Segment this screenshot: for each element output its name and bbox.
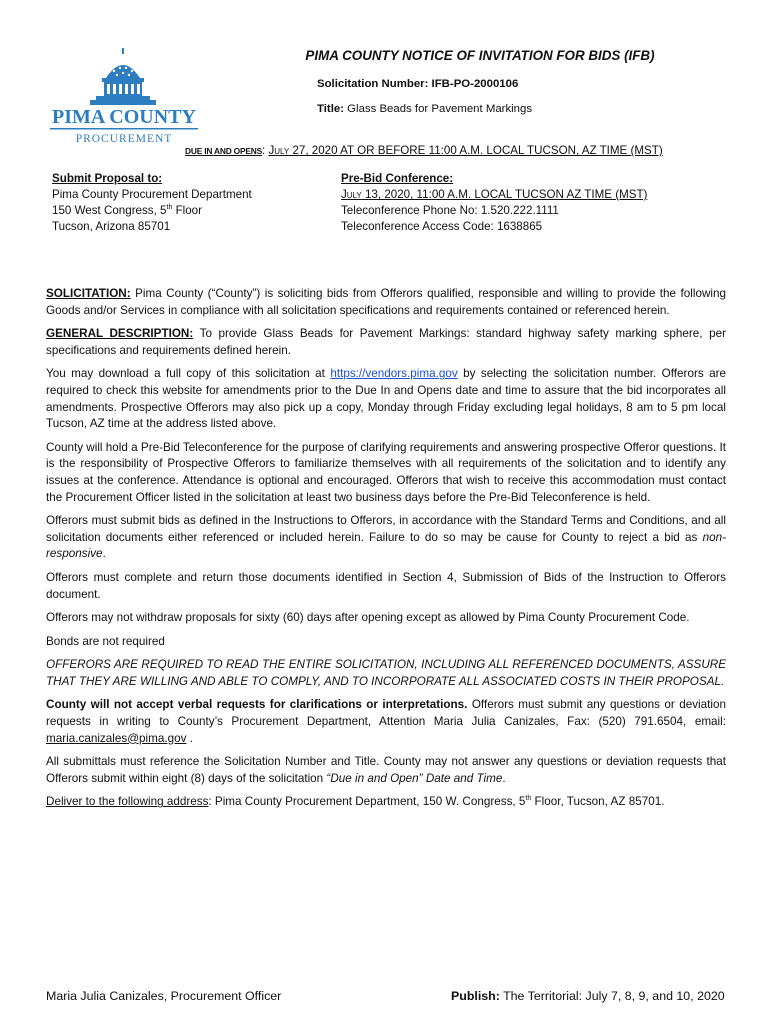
notice-title: PIMA COUNTY NOTICE OF INVITATION FOR BIDS (IFB) [305,48,655,63]
prebid-date: July 13, 2020, 11:00 A.M. LOCAL TUCSON AZ TIME (MST) [341,188,648,201]
title-line [317,103,532,115]
publish-info: Publish: The Territorial: July 7, 8, 9, and 10, 2020 [451,989,725,1003]
submit-line-1: Pima County Procurement Department [52,188,252,201]
offerors-required-paragraph: OFFERORS ARE REQUIRED TO READ THE ENTIRE SOLICITATION, INCLUDING ALL REFERENCED DOCUMENTS, ASSURE THAT THEY ARE WILLING AND ABLE TO COMPLY, AND TO INCORPORATE ALL ASSOCIATED COSTS IN THEIR PROPOSAL. [46,658,726,688]
solicitation-number: IFB-PO-2000106 [431,78,519,90]
submit-heading: Submit Proposal to: [52,172,163,185]
submittals-paragraph: All submittals must reference the Solicitation Number and Title. County may not answer any questions or deviation requests that Offerors submit within eight (8) days of the solicitation “Due in and Open” Date and Time. [46,755,726,785]
vendors-link[interactable]: https://vendors.pima.gov [330,367,458,381]
general-description-paragraph: GENERAL DESCRIPTION: To provide Glass Beads for Pavement Markings: standard highway safety marking sphere, per specifications and requirements defined herein. [46,327,726,357]
title-label: Title: [317,103,345,115]
logo-name: PIMA COUNTY [52,106,196,128]
download-paragraph: You may download a full copy of this solicitation at https://vendors.pima.gov by selecting the solicitation number. Offerors are required to check this website for amendments prior to the Due In and Opens date and time to assure that the bid incorporates all amendments. Prospective Offerors may also pick up a copy, Monday through Friday excluding legal holidays, 8 am to 5 pm local Tucson, AZ time at the address listed above. [46,367,726,431]
procurement-officer: Maria Julia Canizales, Procurement Officer [46,989,282,1003]
prebid-paragraph: County will hold a Pre-Bid Teleconference for the purpose of clarifying requirements and answering prospective Offeror questions. It is the responsibility of Prospective Offerors to familiarize themselves with all requirements of the solicitation and to identify any issues at the conference. Attendance is optional and encouraged. Offerors that wish to receive this accommodation must contact the Procurement Officer listed in the solicitation at least two business days before the Pre-Bid Teleconference is held. [46,440,726,504]
body-text [46,286,726,818]
due-separator: : [262,144,269,157]
verbal-requests-paragraph: County will not accept verbal requests for clarifications or interpretations. Offerors must submit any questions or deviation requests in writing to County’s Procurement Department, Attention Maria Julia Canizales, Fax: (520) 791.6504, email: maria.canizales@pima.gov . [46,698,726,745]
prebid-heading: Pre-Bid Conference: [341,172,454,185]
due-month: July [268,144,290,157]
prebid-access-code: Teleconference Access Code: 1638865 [341,220,543,233]
submit-line-2: 150 West Congress, 5th Floor [52,204,202,217]
logo-dept: PROCUREMENT [75,133,173,145]
submit-bids-paragraph: Offerors must submit bids as defined in the Instructions to Offerors, in accordance with the Standard Terms and Conditions, and all solicitation documents either referenced or included herein. Failure to do so may be cause for County to reject a bid as non-responsive. [46,514,726,561]
title-value: Glass Beads for Pavement Markings [344,103,533,115]
submit-proposal-block [52,171,312,235]
prebid-phone: Teleconference Phone No: 1.520.222.1111 [341,204,559,217]
due-date: 27, 2020 AT OR BEFORE 11:00 A.M. LOCAL TUCSON, AZ TIME (MST) [289,144,663,157]
solicitation-number-label: Solicitation Number: [317,78,432,90]
prebid-conference-block [341,171,701,235]
complete-documents-paragraph: Offerors must complete and return those documents identified in Section 4, Submission of Bids of the Instruction to Offerors document. [46,570,726,601]
officer-email: maria.canizales@pima.gov [46,731,187,745]
deliver-paragraph: Deliver to the following address: Pima County Procurement Department, 150 W. Congress, 5th Floor, Tucson, AZ 85701. [46,795,665,809]
withdraw-paragraph: Offerors may not withdraw proposals for sixty (60) days after opening except as allowed by Pima County Procurement Code. [46,611,690,625]
solicitation-number-line [317,78,518,90]
bonds-paragraph: Bonds are not required [46,634,165,648]
submit-line-3: Tucson, Arizona 85701 [52,220,171,233]
solicitation-paragraph: SOLICITATION: Pima County (“County”) is soliciting bids from Offerors qualified, responsible and willing to provide the following Goods and/or Services in compliance with all solicitation specifications and requirements contained or referenced herein. [46,287,726,317]
pima-county-logo [44,46,204,146]
due-label: DUE IN AND OPENS [185,146,262,156]
due-in-opens [185,144,663,157]
